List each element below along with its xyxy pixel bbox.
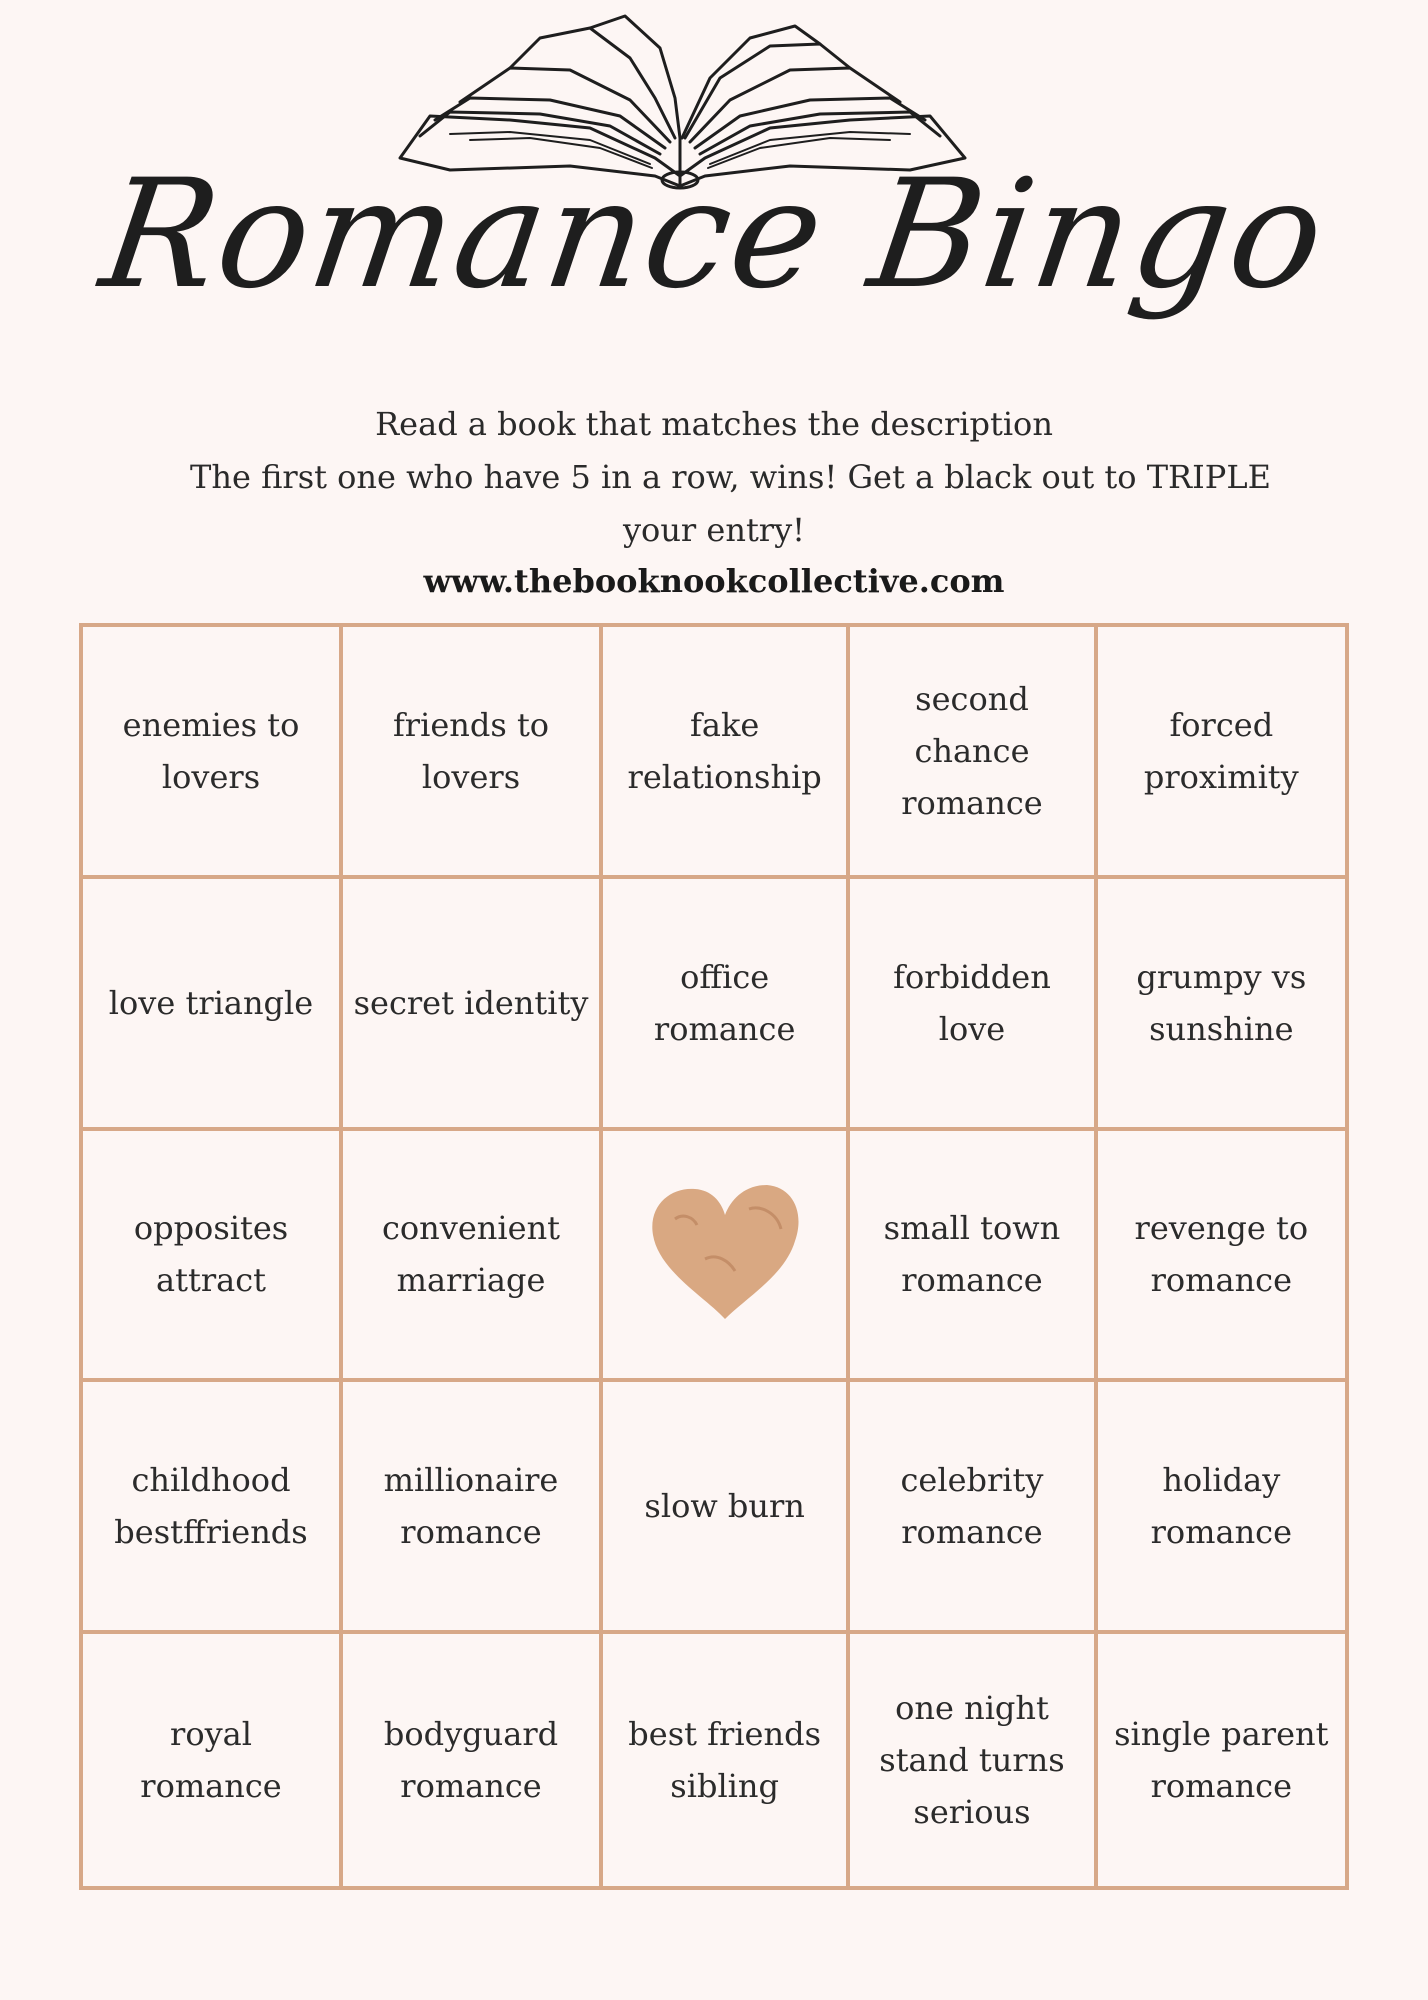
bingo-cell-label: one night stand turns serious	[879, 1689, 1065, 1832]
bingo-cell-label: millionaire romance	[383, 1461, 559, 1552]
bingo-cell[interactable]	[83, 879, 343, 1131]
bingo-cell[interactable]	[343, 1634, 603, 1886]
instructions-line-2: The first one who have 5 in a row, wins! Get a black out to TRIPLE	[190, 458, 1271, 496]
free-space-cell[interactable]	[603, 1131, 850, 1383]
bingo-cell-label: bodyguard romance	[383, 1715, 559, 1806]
bingo-cell[interactable]	[343, 1382, 603, 1634]
bingo-cell[interactable]	[83, 1382, 343, 1634]
bingo-cell-label: second chance romance	[901, 679, 1043, 822]
bingo-cell[interactable]	[1098, 1634, 1345, 1886]
bingo-cell-label: childhood bestffriends	[114, 1461, 308, 1552]
instructions-line-1: Read a book that matches the description	[375, 405, 1053, 443]
bingo-cell-label: love triangle	[108, 983, 314, 1022]
bingo-cell[interactable]	[850, 1634, 1097, 1886]
bingo-cell[interactable]	[1098, 627, 1345, 879]
bingo-cell-label: holiday romance	[1150, 1461, 1293, 1552]
bingo-cell[interactable]	[850, 879, 1097, 1131]
bingo-cell[interactable]	[343, 627, 603, 879]
bingo-cell-label: grumpy vs sunshine	[1136, 957, 1307, 1048]
bingo-cell-label: small town romance	[883, 1209, 1061, 1300]
instructions-line-3: your entry!	[622, 511, 806, 549]
bingo-cell-label: revenge to romance	[1134, 1209, 1309, 1300]
bingo-cell-label: enemies to lovers	[122, 705, 300, 796]
bingo-cell[interactable]	[603, 879, 850, 1131]
heart-icon	[645, 1179, 805, 1329]
bingo-cell-label: celebrity romance	[900, 1461, 1044, 1552]
bingo-cell-label: secret identity	[353, 983, 589, 1022]
bingo-cell-label: convenient marriage	[381, 1209, 561, 1300]
bingo-cell-label: best friends sibling	[628, 1715, 821, 1806]
bingo-cell-label: royal romance	[140, 1715, 282, 1806]
bingo-cell-label: forced proximity	[1143, 705, 1299, 796]
bingo-cell-label: friends to lovers	[392, 705, 550, 796]
bingo-cell[interactable]	[83, 627, 343, 879]
bingo-cell-label: single parent romance	[1114, 1715, 1329, 1806]
page-title: Romance Bingo	[92, 148, 1336, 322]
website-link[interactable]: www.thebooknookcollective.com	[423, 562, 1005, 600]
bingo-cell[interactable]	[343, 1131, 603, 1383]
bingo-cell-label: slow burn	[644, 1487, 805, 1526]
bingo-board	[79, 623, 1349, 1890]
bingo-cell[interactable]	[343, 879, 603, 1131]
bingo-cell[interactable]	[850, 1131, 1097, 1383]
bingo-cell-label: opposites attract	[133, 1209, 289, 1300]
instructions	[190, 398, 1271, 557]
bingo-cell[interactable]	[850, 1382, 1097, 1634]
bingo-cell[interactable]	[603, 1634, 850, 1886]
bingo-cell[interactable]	[83, 1634, 343, 1886]
bingo-cell[interactable]	[850, 627, 1097, 879]
bingo-cell[interactable]	[83, 1131, 343, 1383]
bingo-cell[interactable]	[1098, 879, 1345, 1131]
bingo-cell[interactable]	[1098, 1382, 1345, 1634]
bingo-cell-label: forbidden love	[893, 957, 1051, 1048]
bingo-cell[interactable]	[603, 1382, 850, 1634]
bingo-cell-label: fake relationship	[627, 705, 822, 796]
bingo-cell-label: office romance	[653, 957, 796, 1048]
bingo-cell[interactable]	[1098, 1131, 1345, 1383]
bingo-cell[interactable]	[603, 627, 850, 879]
